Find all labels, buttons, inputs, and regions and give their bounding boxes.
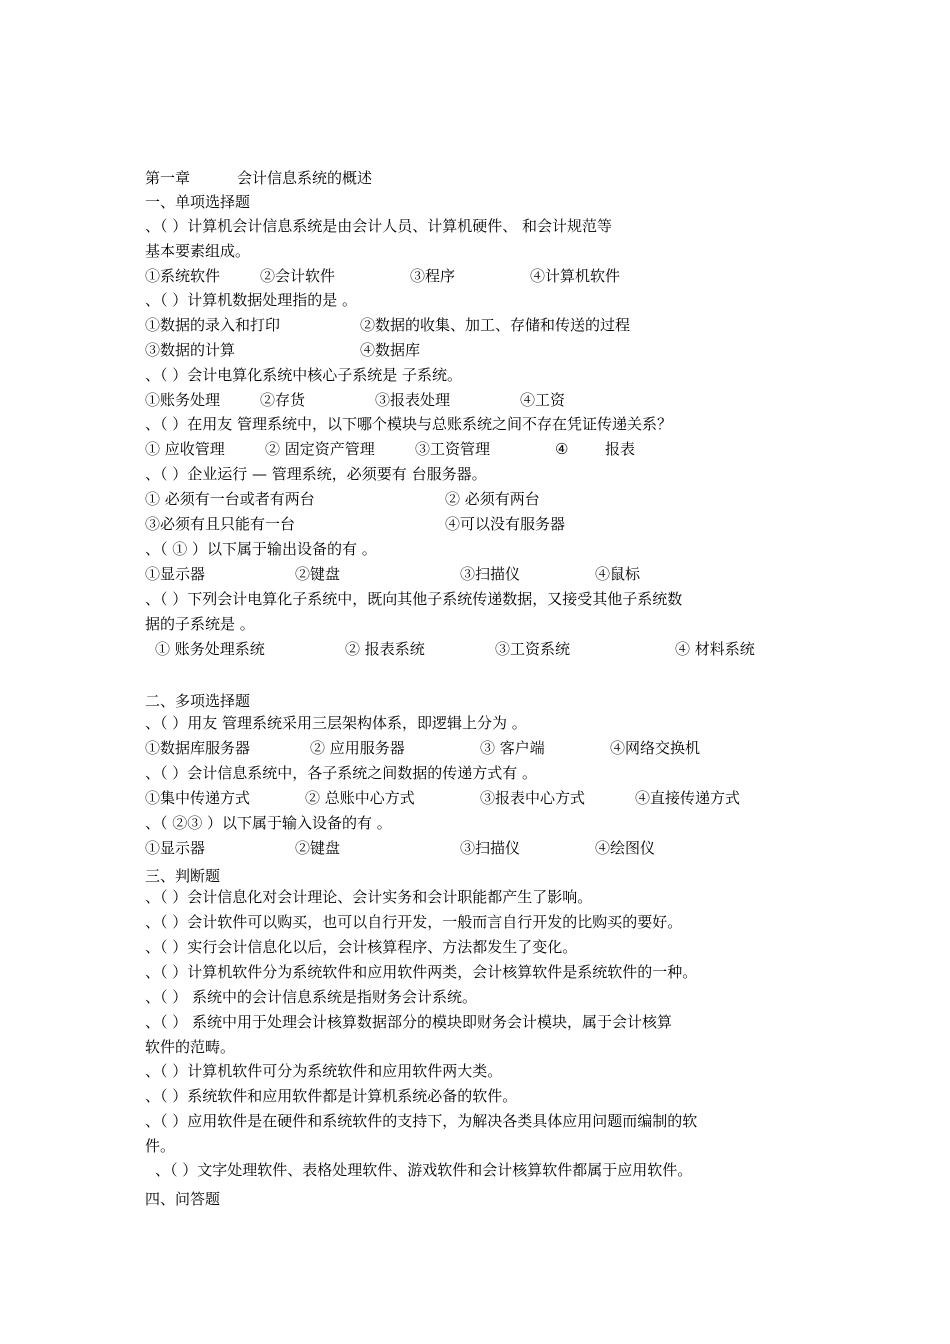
answer-option[interactable]: ①显示器	[145, 564, 206, 583]
question-text: 、（ ）计算机会计信息系统是由会计人员、计算机硬件、 和会计规范等	[145, 217, 613, 235]
question-text: 、（ ）会计信息化对会计理论、会计实务和会计职能都产生了影响。	[145, 888, 593, 906]
answer-option[interactable]: ① 必须有一台或者有两台	[145, 489, 315, 508]
answer-option[interactable]: ② 固定资产管理	[265, 439, 375, 458]
question-text: 、（ ）系统软件和应用软件都是计算机系统必备的软件。	[145, 1087, 518, 1105]
answer-option[interactable]: ③报表中心方式	[480, 788, 586, 807]
chapter-number: 第一章	[145, 169, 191, 187]
answer-option[interactable]: ③扫描仪	[460, 838, 521, 857]
answer-option[interactable]: ③报表处理	[375, 390, 451, 409]
question-text: 、（ ）下列会计电算化子系统中，既向其他子系统传递数据，又接受其他子系统数	[145, 590, 683, 608]
answer-option[interactable]: ①数据库服务器	[145, 738, 251, 757]
answer-option[interactable]: ④直接传递方式	[635, 788, 741, 807]
answer-option[interactable]: ② 必须有两台	[445, 489, 540, 508]
question-text-continuation: 据的子系统是 。	[145, 614, 255, 633]
question-text: 、（ ）用友 管理系统采用三层架构体系，即逻辑上分为 。	[145, 714, 527, 732]
question-text: 、（ ） 系统中用于处理会计核算数据部分的模块即财务会计模块，属于会计核算	[145, 1013, 673, 1031]
answer-option[interactable]: ④计算机软件	[530, 266, 621, 285]
answer-option[interactable]: ④鼠标	[595, 564, 641, 583]
chapter-heading	[145, 167, 373, 189]
answer-option[interactable]: ③工资系统	[495, 639, 571, 658]
answer-option[interactable]: ③必须有且只能有一台	[145, 514, 296, 533]
answer-option[interactable]: ③工资管理	[415, 439, 491, 458]
question-text-continuation: 件。	[145, 1136, 176, 1155]
answer-option[interactable]: ②会计软件	[260, 266, 336, 285]
answer-option[interactable]: ② 应用服务器	[310, 738, 405, 757]
answer-option[interactable]: ③数据的计算	[145, 340, 236, 359]
answer-option[interactable]: ①显示器	[145, 838, 206, 857]
answer-option[interactable]: ②键盘	[295, 564, 341, 583]
answer-option[interactable]: ①账务处理	[145, 390, 221, 409]
answer-option[interactable]: ④工资	[520, 390, 566, 409]
question-text: 、（ ）文字处理软件、表格处理软件、游戏软件和会计核算软件都属于应用软件。	[155, 1161, 693, 1179]
section-heading: 二、多项选择题	[145, 692, 251, 710]
section-heading: 一、单项选择题	[145, 193, 251, 211]
answer-option[interactable]: ④网络交换机	[610, 738, 701, 757]
question-text: 、（ ）会计信息系统中，各子系统之间数据的传递方式有 。	[145, 764, 538, 782]
question-text: 、（ ）会计软件可以购买，也可以自行开发，一般而言自行开发的比购买的要好。	[145, 913, 683, 931]
question-text: 、（ ）实行会计信息化以后，会计核算程序、方法都发生了变化。	[145, 938, 578, 956]
question-text-continuation: 基本要素组成。	[145, 241, 251, 260]
answer-option[interactable]: ②键盘	[295, 838, 341, 857]
question-text: 、（ ）应用软件是在硬件和系统软件的支持下，为解决各类具体应用问题而编制的软	[145, 1112, 698, 1130]
answer-option[interactable]: ④绘图仪	[595, 838, 656, 857]
answer-option[interactable]: ② 报表系统	[345, 639, 425, 658]
answer-option[interactable]: ①数据的录入和打印	[145, 315, 281, 334]
question-text: 、（ ） 系统中的会计信息系统是指财务会计系统。	[145, 988, 478, 1006]
answer-option[interactable]: ④数据库	[360, 340, 421, 359]
section-heading: 三、判断题	[145, 867, 221, 885]
question-text: 、（ ）计算机软件分为系统软件和应用软件两类，会计核算软件是系统软件的一种。	[145, 963, 698, 981]
answer-option[interactable]: ① 应收管理	[145, 439, 225, 458]
question-text: 、（ ）企业运行 — 管理系统，必须要有 台服务器。	[145, 465, 487, 483]
question-text: 、（ ）计算机数据处理指的是 。	[145, 291, 358, 309]
question-text-continuation: 软件的范畴。	[145, 1037, 236, 1056]
answer-option[interactable]: ④可以没有服务器	[445, 514, 566, 533]
answer-option[interactable]: ①系统软件	[145, 266, 221, 285]
answer-option[interactable]: 报表	[605, 439, 636, 458]
question-text: 、（ ）会计电算化系统中核心子系统是 子系统。	[145, 366, 463, 384]
answer-option[interactable]: ②数据的收集、加工、存储和传送的过程	[360, 315, 631, 334]
answer-option[interactable]: ④ 材料系统	[675, 639, 755, 658]
answer-option[interactable]: ①集中传递方式	[145, 788, 251, 807]
question-text: 、（ ① ）以下属于输出设备的有 。	[145, 540, 377, 558]
section-heading: 四、问答题	[145, 1190, 221, 1208]
answer-option[interactable]: ④	[555, 439, 569, 458]
question-text: 、（ ）在用友 管理系统中，以下哪个模块与总账系统之间不存在凭证传递关系？	[145, 415, 673, 433]
question-text: 、（ ②③ ）以下属于输入设备的有 。	[145, 814, 392, 832]
answer-option[interactable]: ②存货	[260, 390, 306, 409]
answer-option[interactable]: ① 账务处理系统	[155, 639, 265, 658]
question-text: 、（ ）计算机软件可分为系统软件和应用软件两大类。	[145, 1062, 503, 1080]
chapter-title: 会计信息系统的概述	[237, 169, 373, 187]
answer-option[interactable]: ② 总账中心方式	[305, 788, 415, 807]
answer-option[interactable]: ③ 客户端	[480, 738, 545, 757]
answer-option[interactable]: ③扫描仪	[460, 564, 521, 583]
answer-option[interactable]: ③程序	[410, 266, 456, 285]
